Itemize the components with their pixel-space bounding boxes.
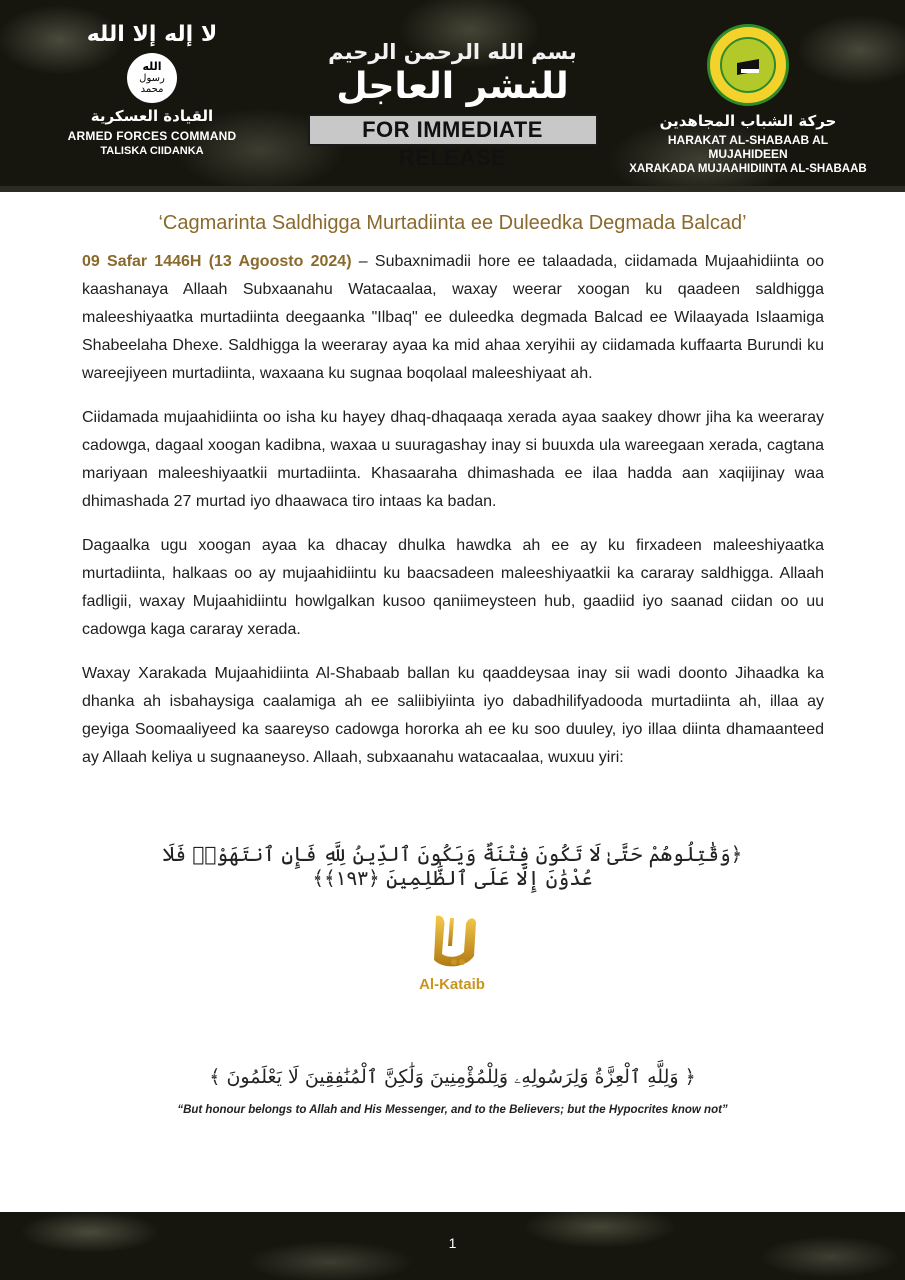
seal-line-2: رسول محمد	[139, 73, 165, 95]
emblem-inner-ring	[720, 37, 776, 93]
release-block	[300, 40, 605, 170]
seal-icon	[127, 53, 177, 103]
paragraph-3: Dagaalka ugu xoogan ayaa ka dhacay dhulka hawdka ah ee ay ku firxadeen maleeshiyaatka murtadiinta, halkaas oo ay mujaahidiintu ku baacsadeen maleeshiyaatkii ka cararay saldhigga. Allaah fadligii, waxay Mujaahidiintu howlgalkan kusoo qaniimeysteen hub, gaadiid iyo saanad ciidan oo uu cadowga kaga cararay xerada.	[82, 537, 824, 638]
header-banner	[0, 0, 905, 192]
immediate-release-label: FOR IMMEDIATE RELEASE	[308, 114, 598, 146]
movement-emblem-icon	[707, 24, 789, 106]
emblem-book-page	[741, 69, 759, 73]
al-kataib-wordmark: Al-Kataib	[419, 976, 485, 993]
movement-arabic-name: حركة الشباب المجاهدين	[659, 112, 837, 130]
shahada-text: لا إله إلا الله	[86, 22, 218, 47]
movement-block	[628, 24, 868, 175]
paragraph-2: Ciidamada mujaahidiinta oo isha ku hayey dhaq-dhaqaaqa xerada ayaa saakey dhowr jiha ka weeraray cadowga, dagaal xoogan kadibna, waxaa u suuragashay inay si buuxda ula wareegaan xerada, cagtana mariyaan maleeshiyaatkii murtadiinta. Khasaaraha dhimashada ee ilaa hadda aan xaqiijinay waa dhimashada 27 murtad iyo dhaawaca tiro intaas ka badan.	[82, 409, 824, 510]
armed-forces-english: ARMED FORCES COMMAND	[67, 129, 237, 143]
basmala-text: بسم الله الرحمن الرحيم	[328, 40, 577, 64]
quran-verse: ﴿وَقَٰتِلُوهُمْ حَتَّىٰ لَا تَكُونَ فِتْنَةٌ وَيَكُونَ ٱلدِّينُ لِلَّهِ فَإِنِ ٱنتَهَوْا۟ فَلَا عُدْوَٰنَ إِلَّا عَلَى ٱلظَّٰلِمِينَ ﴿١٩٣﴾﴾	[162, 842, 743, 890]
movement-english-name: HARAKAT AL-SHABAAB AL MUJAHIDEEN	[667, 133, 829, 161]
page-number: 1	[448, 1235, 457, 1251]
al-kataib-logo-icon	[424, 910, 480, 970]
urgent-arabic-title: للنشر العاجل	[336, 66, 569, 107]
closing-verse: ﴿ وَلِلَّهِ ٱلْعِزَّةُ وَلِرَسُولِهِۦ وَلِلْمُؤْمِنِينَ وَلَٰكِنَّ ٱلْمُنَٰفِقِينَ لَا يَعْلَمُونَ ﴾	[209, 1066, 696, 1088]
paragraph-4: Waxay Xarakada Mujaahidiinta Al-Shabaab ballan ku qaaddeysaa inay sii wadi doonto Jihaadka ka dhanka ah isbahaysiga caalamiga ah ee saliibiyiinta iyo dabadhilifyadooda murtadiinta ah, illaa ay geyiga Soomaaliyeed ka saareyso cadowga hororka ah ee ku soo duuley, iyo illaa diinta dhamaanteed ay Allaah keliya u sugnaaneyso. Allaah, subxaanahu watacaalaa, wuxuu yiri:	[82, 665, 824, 766]
al-kataib-logo	[402, 910, 502, 1006]
dateline: 09 Safar 1446H (13 Agoosto 2024)	[82, 253, 352, 270]
armed-forces-somali: TALISKA CIIDANKA	[100, 145, 204, 157]
closing-translation: “But honour belongs to Allah and His Messenger, and to the Believers; but the Hypocrites know not”	[177, 1104, 728, 1116]
movement-somali-name: XARAKADA MUJAAHIDIINTA AL-SHABAAB	[629, 163, 867, 175]
armed-forces-block	[62, 22, 242, 157]
paragraph-1-text: – Subaxnimadii hore ee talaadada, ciidamada Mujaahidiinta oo kaashanaya Allaah Subxaanahu Watacaalaa, waxay weerar xoogan ku qaadeen saldhigga maleeshiyaatka murtadiinta deegaanka "Ilbaq" ee duleedka degmada Balcad ee Wilaayada Islaamiga Shabeelaha Dhexe. Saldhigga la weeraray ayaa ka mid ahaa xeryihii ay ciidamada kuffaarta Burundi ku wareejiyeen murtadiinta, waxaana ku sugnaa boqolaal maleeshiyaat ah.	[82, 253, 825, 382]
paragraph-1	[82, 248, 824, 388]
armed-forces-arabic: القيادة العسكرية	[90, 107, 214, 125]
document-body	[82, 248, 824, 788]
seal-line-1: الله	[142, 60, 162, 73]
document-title: ‘Cagmarinta Saldhigga Murtadiinta ee Duleedka Degmada Balcad’	[158, 212, 747, 234]
